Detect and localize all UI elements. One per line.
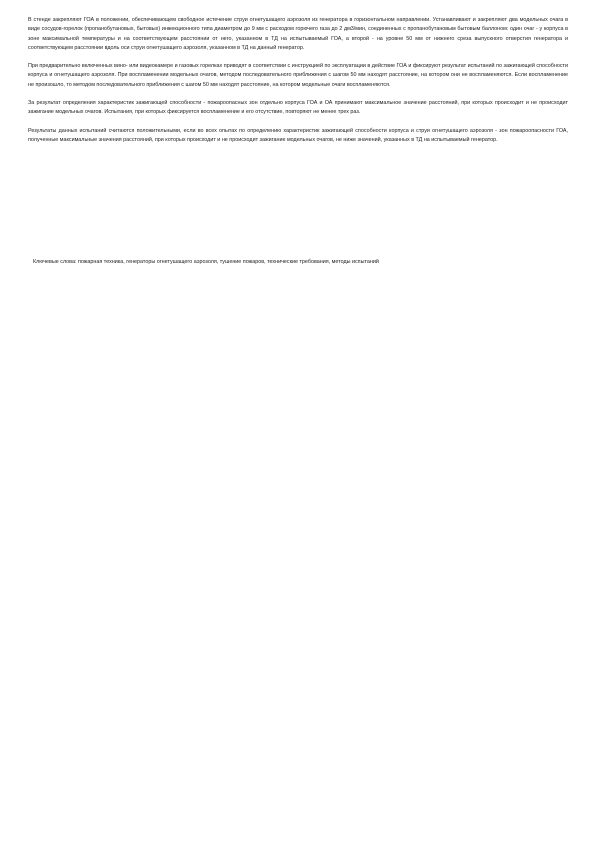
keywords-line: Ключевые слова: пожарная техника, генераторы огнетушащего аэрозоля, тушение пожаров, технические требования, методы испытаний: [33, 259, 379, 265]
paragraph-result-evaluation: Результаты данных испытаний считаются положительными, если во всех опытах по определению характеристик зажигающей способности корпуса и струи огнетушащего аэрозоля - зон пожароопасности ГОА, полученные максимальные значения расстояний, при которых происходит и не происходит зажигание модельных очагов, не ниже значений, указанных в ТД на испытываемый генератор.: [28, 127, 568, 143]
paragraph-result-determination: За результат определения характеристик зажигающей способности - пожароопасных зон отдельно корпуса ГОА и ОА принимают максимальное значение расстояний, при которых происходит и не происходит зажигание модельных очагов. Испытания, при которых фиксируется воспламенение и его отсутствие, повторяют не менее трех раз.: [28, 100, 568, 116]
paragraph-test-procedure: При предварительно включенных вино- или видеокамере и газовых горелках приводят в соответствии с инструкцией по эксплуатации в действие ГОА и фиксируют результат испытаний по зажигающей способности корпуса и огнетушащего аэрозоля. При воспламенении модельных очагов, методом последовательного приближения с шагом 50 мм находят расстояние, на котором они не воспламеняются. Если воспламенение не произошло, то методом последовательного приближения с шагом 50 мм находят расстояние, на котором модельные очаги воспламеняются.: [28, 63, 568, 88]
document-body: [28, 16, 568, 154]
paragraph-stand-setup: В стенде закрепляют ГОА в положении, обеспечивающем свободное истечение струи огнетушащего аэрозоля из генератора в горизонтальном направлении. Устанавливают и закрепляют два модельных очага в виде сосудов-горелок (пропанобутановых, бытовых) инжекционного типа диаметром до 9 мм с расходом горючего газа до 2 дм3/мин, соединенных с пропанобутановым бытовым баллоном: один очаг - у корпуса в зоне максимальной температуры и на соответствующем расстоянии от него, указанном в ТД на испытываемый ГОА, а второй - на уровне 50 мм от нижнего среза выпускного отверстия генератора и соответствующем расстоянии вдоль оси струи огнетушащего аэрозоля, указанном в ТД на данный генератор.: [28, 17, 568, 51]
